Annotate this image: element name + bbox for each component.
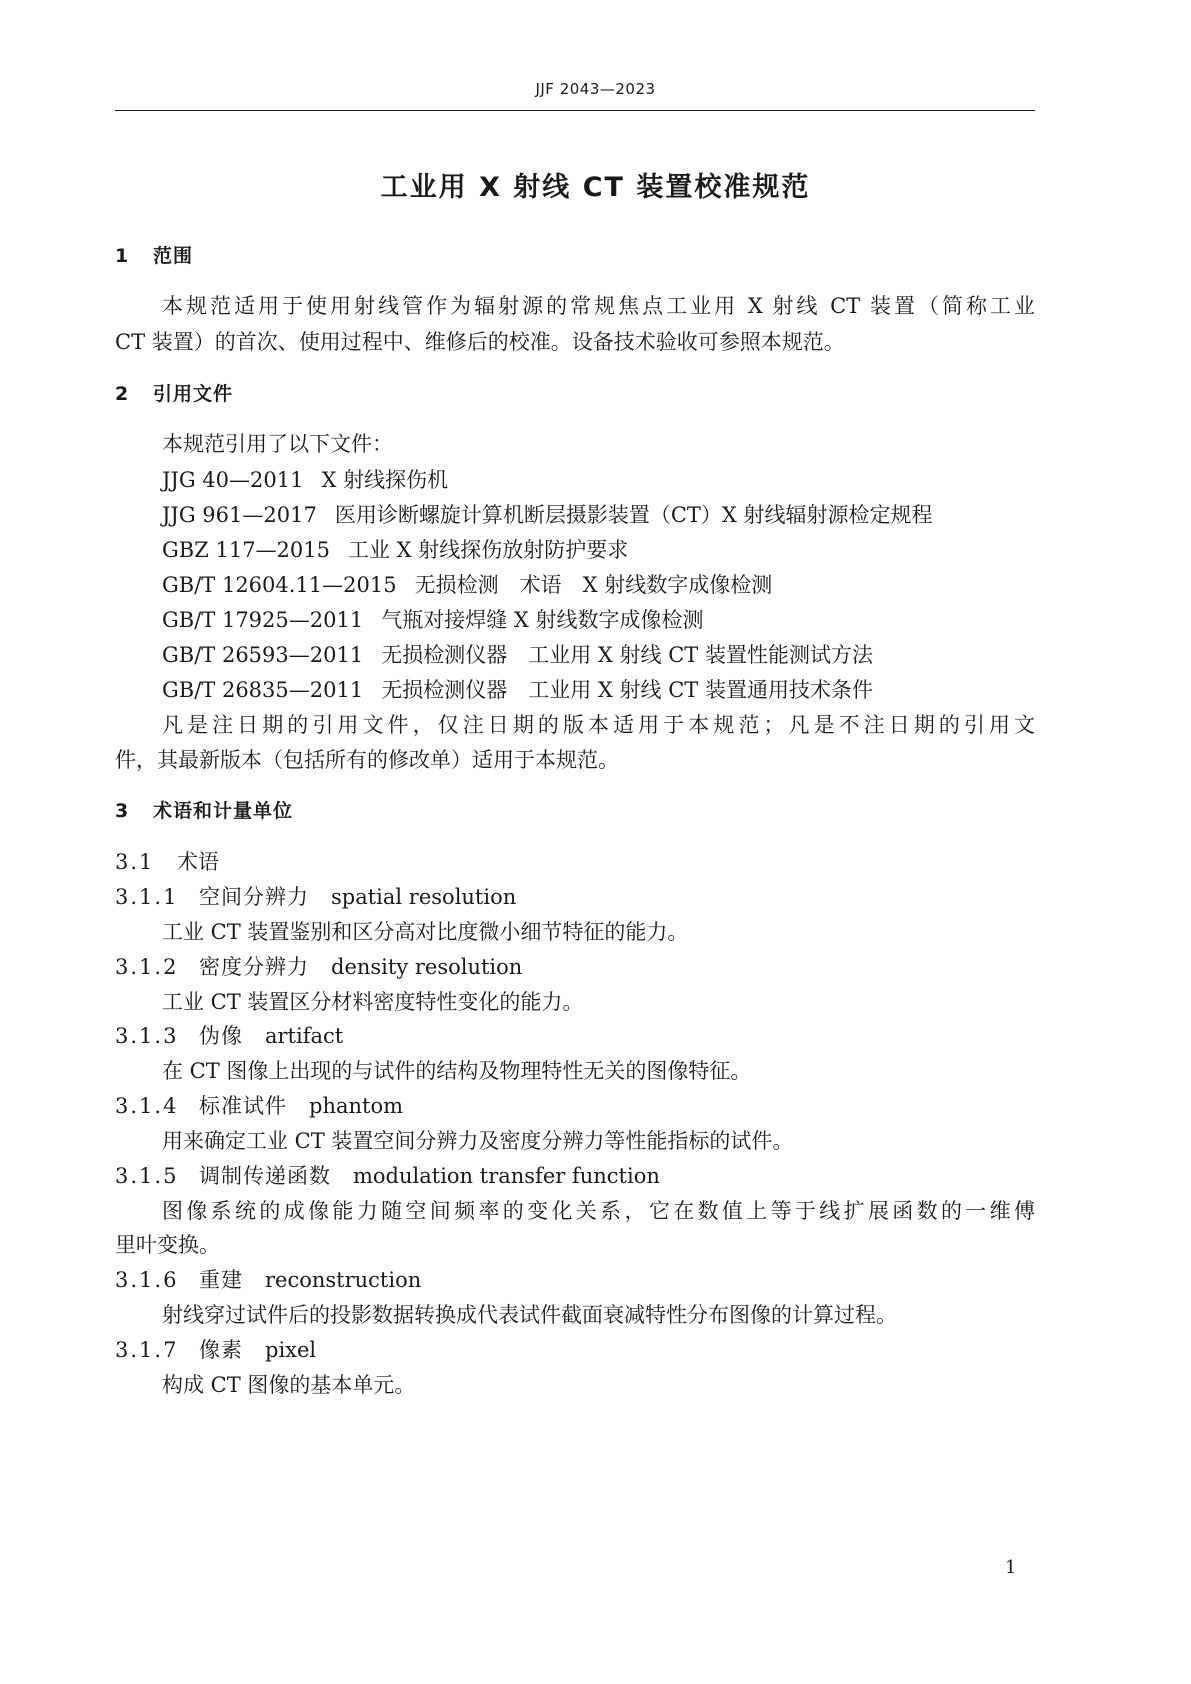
term-name-zh: 密度分辨力: [199, 955, 309, 979]
term-number: 3.1.6: [115, 1268, 179, 1292]
reference-item: [162, 466, 1035, 494]
reference-code: GB/T 17925—2011: [162, 608, 364, 632]
term-name-zh: 像素: [199, 1338, 243, 1362]
section-2-heading: [115, 380, 1035, 408]
term-name-en: spatial resolution: [331, 885, 517, 909]
term-definition: 图像系统的成像能力随空间频率的变化关系，它在数值上等于线扩展函数的一维傅: [162, 1199, 1035, 1223]
term-definition: 用来确定工业 CT 装置空间分辨力及密度分辨力等性能指标的试件。: [162, 1129, 794, 1153]
term-name-en: density resolution: [331, 955, 523, 979]
running-header: JJF 2043—2023: [535, 80, 656, 98]
reference-item: [162, 501, 1035, 529]
section-title: 术语和计量单位: [153, 800, 294, 822]
reference-title: 无损检测仪器 工业用 X 射线 CT 装置性能测试方法: [381, 643, 873, 667]
reference-title: 医用诊断螺旋计算机断层摄影装置（CT）X 射线辐射源检定规程: [334, 503, 933, 527]
term-name-en: pixel: [265, 1338, 317, 1362]
term-name-zh: 空间分辨力: [199, 885, 309, 909]
reference-code: JJG 40—2011: [162, 468, 304, 492]
reference-item: [162, 641, 1035, 669]
paragraph-line: 本规范引用了以下文件：: [162, 432, 393, 456]
reference-title: 工业 X 射线探伤放射防护要求: [348, 538, 629, 562]
term-definition: 工业 CT 装置区分材料密度特性变化的能力。: [162, 990, 584, 1014]
term-name-zh: 重建: [199, 1268, 243, 1292]
term-definition: 构成 CT 图像的基本单元。: [162, 1373, 416, 1397]
reference-title: X 射线探伤机: [321, 468, 449, 492]
term-number: 3.1.1: [115, 885, 179, 909]
term-name-en: phantom: [309, 1094, 404, 1118]
document-title: 工业用 X 射线 CT 装置校准规范: [380, 172, 811, 203]
term-number: 3.1.4: [115, 1094, 179, 1118]
paragraph-line: 本规范适用于使用射线管作为辐射源的常规焦点工业用 X 射线 CT 装置（简称工业: [162, 294, 1035, 318]
term-definition: 里叶变换。: [115, 1233, 220, 1257]
section-number: 1: [115, 245, 130, 267]
term-heading: [115, 953, 1035, 981]
subsection-heading: [115, 848, 1035, 876]
page-number: 1: [1005, 1557, 1017, 1578]
paragraph-line: 件，其最新版本（包括所有的修改单）适用于本规范。: [115, 748, 619, 772]
term-name-en: artifact: [265, 1024, 344, 1048]
reference-code: GB/T 26835—2011: [162, 678, 364, 702]
subsection-title: 术语: [177, 850, 219, 874]
reference-item: [162, 676, 1035, 704]
term-definition: 射线穿过试件后的投影数据转换成代表试件截面衰减特性分布图像的计算过程。: [162, 1303, 897, 1327]
term-definition: 工业 CT 装置鉴别和区分高对比度微小细节特征的能力。: [162, 920, 689, 944]
term-name-zh: 调制传递函数: [199, 1164, 331, 1188]
term-name-en: reconstruction: [265, 1268, 422, 1292]
term-name-en: modulation transfer function: [353, 1164, 660, 1188]
term-heading: [115, 883, 1035, 911]
section-number: 2: [115, 383, 130, 405]
header-rule: [115, 110, 1035, 111]
reference-code: GB/T 26593—2011: [162, 643, 364, 667]
reference-title: 无损检测 术语 X 射线数字成像检测: [414, 573, 773, 597]
term-heading: [115, 1092, 1035, 1120]
reference-item: [162, 571, 1035, 599]
section-1-heading: [115, 242, 1035, 270]
section-3-heading: [115, 797, 1035, 825]
term-number: 3.1.7: [115, 1338, 179, 1362]
reference-item: [162, 606, 1035, 634]
term-number: 3.1.5: [115, 1164, 179, 1188]
term-heading: [115, 1022, 1035, 1050]
term-name-zh: 伪像: [199, 1024, 243, 1048]
reference-code: GBZ 117—2015: [162, 538, 330, 562]
reference-code: GB/T 12604.11—2015: [162, 573, 397, 597]
reference-title: 气瓶对接焊缝 X 射线数字成像检测: [381, 608, 704, 632]
term-name-zh: 标准试件: [199, 1094, 287, 1118]
term-heading: [115, 1336, 1035, 1364]
term-number: 3.1.3: [115, 1024, 179, 1048]
section-title: 引用文件: [153, 383, 234, 405]
reference-item: [162, 536, 1035, 564]
subsection-number: 3.1: [115, 850, 155, 874]
paragraph-line: 凡是注日期的引用文件，仅注日期的版本适用于本规范；凡是不注日期的引用文: [162, 713, 1035, 737]
section-title: 范围: [153, 245, 194, 267]
term-heading: [115, 1266, 1035, 1294]
term-heading: [115, 1162, 1035, 1190]
term-definition: 在 CT 图像上出现的与试件的结构及物理特性无关的图像特征。: [162, 1059, 752, 1083]
section-number: 3: [115, 800, 130, 822]
term-number: 3.1.2: [115, 955, 179, 979]
reference-code: JJG 961—2017: [162, 503, 317, 527]
paragraph-line: CT 装置）的首次、使用过程中、维修后的校准。设备技术验收可参照本规范。: [115, 330, 845, 354]
reference-title: 无损检测仪器 工业用 X 射线 CT 装置通用技术条件: [381, 678, 873, 702]
